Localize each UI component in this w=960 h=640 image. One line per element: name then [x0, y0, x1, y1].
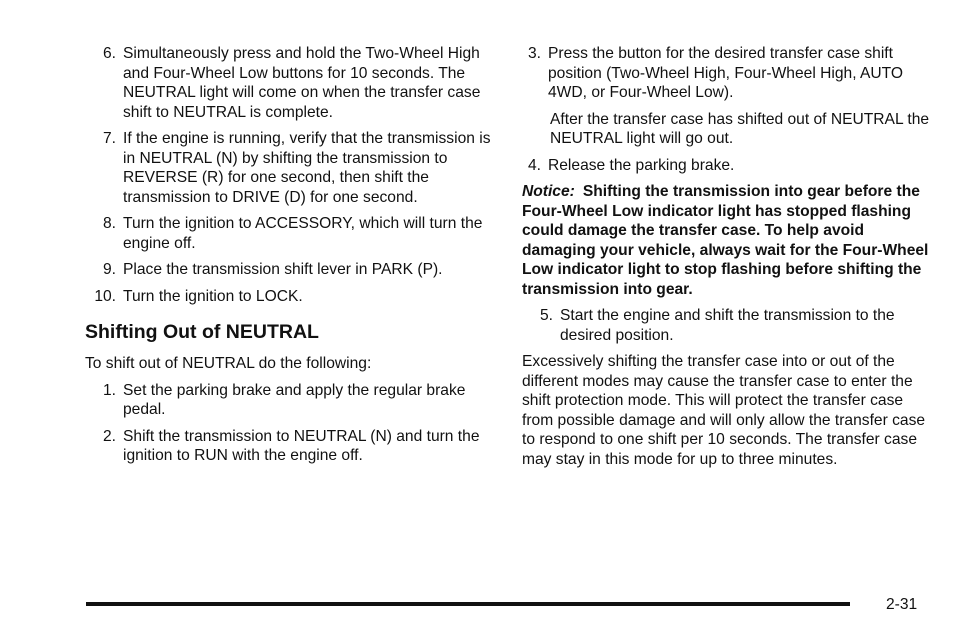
notice-label: Notice:	[522, 183, 575, 200]
intro-paragraph: To shift out of NEUTRAL do the following:	[85, 355, 372, 372]
step-3	[510, 44, 934, 103]
footer-rule	[86, 602, 850, 606]
step-text: Press the button for the desired transfer case shift position (Two-Wheel High, Four-Wheel High, AUTO 4WD, or Four-Wheel Low).	[548, 45, 904, 101]
left-column	[85, 44, 505, 473]
step-number: 8.	[102, 215, 116, 232]
step-6	[85, 44, 505, 122]
step-number: 6.	[102, 45, 116, 62]
step-text: Turn the ignition to LOCK.	[123, 287, 303, 305]
section-heading: Shifting Out of NEUTRAL	[85, 321, 319, 343]
step-9	[85, 260, 505, 280]
step-number: 1.	[102, 381, 116, 399]
page-number: 2-31	[886, 596, 918, 613]
step-4	[510, 156, 934, 176]
notice-text: Shifting the transmission into gear before the Four-Wheel Low indicator light has stopped flashing could damage the transfer case. To help avoid damaging your vehicle, always wait for the Four-Wheel Low indicator light to stop flashing before shifting the transmission into gear.	[522, 183, 929, 298]
step-8	[85, 214, 505, 253]
step-text: Set the parking brake and apply the regular brake pedal.	[123, 381, 466, 418]
step-1	[85, 381, 505, 420]
step-text: Shift the transmission to NEUTRAL (N) and turn the ignition to RUN with the engine off.	[123, 427, 480, 464]
closing-paragraph: Excessively shifting the transfer case into or out of the different modes may cause the transfer case to enter the shift protection mode. This will protect the transfer case from possible damage and will only allow the transfer case to respond to one shift per 10 seconds. The transfer case may stay in this mode for up to three minutes.	[522, 353, 926, 468]
step-2	[85, 427, 505, 466]
step-number: 5.	[539, 307, 553, 324]
step-text: Place the transmission shift lever in PARK (P).	[123, 261, 443, 278]
step-text: If the engine is running, verify that the transmission is in NEUTRAL (N) by shifting the transmission to REVERSE (R) for one second, then shift the transmission to DRIVE (D) for one second.	[123, 130, 491, 206]
step-3-note: After the transfer case has shifted out of NEUTRAL the NEUTRAL light will go out.	[550, 110, 930, 147]
step-number: 7.	[102, 130, 116, 147]
step-5	[522, 306, 934, 345]
step-number: 10.	[94, 287, 116, 305]
step-number: 4.	[527, 156, 541, 174]
notice-block	[522, 182, 934, 299]
step-text: Release the parking brake.	[548, 156, 735, 174]
right-column	[522, 44, 934, 476]
step-10	[85, 287, 505, 307]
step-text: Simultaneously press and hold the Two-Wheel High and Four-Wheel Low buttons for 10 seconds. The NEUTRAL light will come on when the transfer case shift to NEUTRAL is complete.	[123, 45, 481, 121]
step-7	[85, 129, 505, 207]
step-number: 9.	[102, 261, 116, 278]
step-number: 2.	[102, 427, 116, 445]
step-text: Start the engine and shift the transmission to the desired position.	[560, 307, 895, 344]
step-number: 3.	[527, 45, 541, 62]
step-text: Turn the ignition to ACCESSORY, which will turn the engine off.	[123, 215, 483, 252]
